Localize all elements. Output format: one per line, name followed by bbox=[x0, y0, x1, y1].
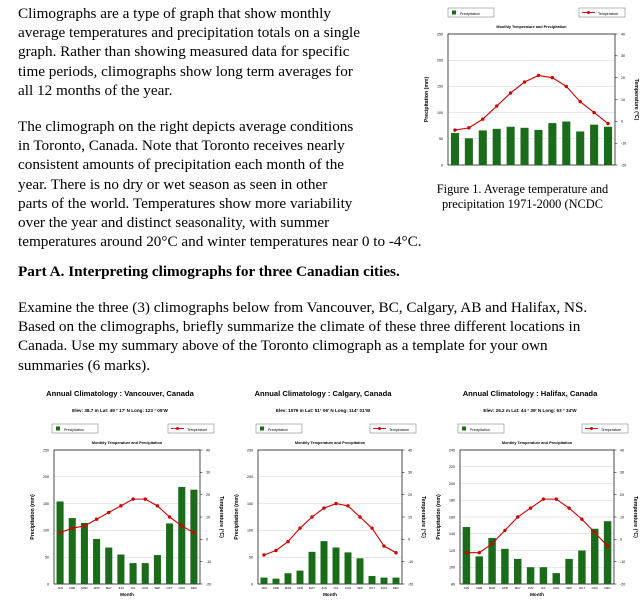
chart-legend bbox=[52, 424, 214, 433]
temperature-point bbox=[606, 544, 609, 547]
precip-bar bbox=[154, 555, 161, 584]
precip-bar bbox=[540, 567, 547, 584]
precip-bar bbox=[465, 138, 473, 165]
y2-tick-label: 30 bbox=[206, 470, 210, 475]
y2-tick-label: 0 bbox=[206, 537, 208, 542]
x-axis-label: Month bbox=[530, 592, 544, 597]
y2-tick-label: -10 bbox=[621, 141, 627, 146]
month-label: JUL bbox=[540, 586, 546, 590]
temperature-point bbox=[71, 526, 74, 529]
precip-bar bbox=[333, 548, 340, 584]
intro-line: all 12 months of the year. bbox=[18, 81, 173, 99]
y-tick-label: 200 bbox=[247, 475, 253, 480]
precip-bar bbox=[345, 552, 352, 584]
precip-bar bbox=[261, 578, 268, 584]
temperature-point bbox=[565, 85, 568, 88]
y2-tick-label: 30 bbox=[621, 54, 625, 59]
month-label: MAY bbox=[514, 586, 521, 590]
y-axis-label: Precipitation (mm) bbox=[436, 494, 442, 540]
intro-line: in Toronto, Canada. Note that Toronto receives nearly bbox=[18, 137, 345, 155]
y-tick-label: 100 bbox=[437, 110, 443, 115]
temperature-line bbox=[60, 499, 194, 532]
chart-subtitle: Elev: 26.2 m Lat: 44 ° 39' N Long: 63 ° 34'W bbox=[483, 408, 577, 413]
precip-bar bbox=[604, 127, 612, 165]
precip-bar bbox=[309, 552, 316, 584]
temperature-point bbox=[274, 549, 277, 552]
precip-bar bbox=[117, 555, 124, 584]
precip-bar bbox=[590, 125, 598, 165]
legend-label-precip: Precipitation bbox=[470, 427, 490, 432]
intro-line: over the year and distinct seasonality, with summer bbox=[18, 214, 330, 232]
y2-tick-label: 20 bbox=[620, 492, 624, 497]
chart-subtitle: Elev: 1079 m Lat: 51° 06' N Long: 114° 01'W bbox=[275, 408, 371, 413]
legend-swatch-precip bbox=[462, 427, 466, 431]
month-label: MAY bbox=[308, 586, 316, 590]
intro-line: year. There is no dry or wet season as seen in other bbox=[18, 175, 328, 193]
precip-bar bbox=[463, 527, 470, 584]
y-tick-label: 50 bbox=[439, 137, 443, 142]
intro-paragraph-2 bbox=[18, 117, 458, 251]
month-label: DEC bbox=[392, 586, 400, 590]
y-tick-label: 80 bbox=[451, 582, 455, 587]
month-label: NOV bbox=[380, 586, 388, 590]
temperature-line bbox=[264, 504, 396, 555]
intro-line: graph. Rather than showing measured data for specific bbox=[18, 43, 350, 61]
x-axis-label: Month bbox=[120, 592, 134, 597]
month-label: AUG bbox=[142, 586, 149, 590]
chart-svg bbox=[424, 384, 636, 606]
temperature-point bbox=[286, 540, 289, 543]
temperature-point bbox=[465, 551, 468, 554]
temperature-line bbox=[455, 75, 608, 130]
y2-tick-label: 0 bbox=[620, 537, 622, 542]
precip-bar bbox=[357, 558, 364, 584]
y-tick-label: 250 bbox=[437, 32, 443, 37]
y-tick-label: 150 bbox=[247, 501, 253, 506]
y-tick-label: 250 bbox=[43, 448, 49, 453]
temperature-point bbox=[119, 504, 122, 507]
precip-bar bbox=[479, 130, 487, 165]
precip-bar bbox=[297, 571, 304, 584]
precip-bar bbox=[514, 559, 521, 584]
precip-bar bbox=[451, 133, 459, 165]
temperature-point bbox=[370, 526, 373, 529]
y2-tick-label: 40 bbox=[408, 448, 412, 453]
y2-tick-label: -10 bbox=[408, 559, 414, 564]
temperature-point bbox=[156, 504, 159, 507]
y-tick-label: 240 bbox=[449, 448, 455, 453]
temperature-point bbox=[509, 91, 512, 94]
legend-marker-temp bbox=[176, 427, 179, 430]
y2-tick-label: 20 bbox=[621, 75, 625, 80]
legend-label-precip: Precipitation bbox=[268, 427, 288, 432]
month-label: JUN bbox=[527, 586, 534, 590]
month-label: FEB bbox=[476, 586, 483, 590]
y-tick-label: 0 bbox=[251, 582, 253, 587]
month-label: SEP bbox=[357, 586, 363, 590]
month-label: JAN bbox=[57, 586, 63, 590]
temperature-point bbox=[529, 506, 532, 509]
y2-tick-label: 20 bbox=[408, 492, 412, 497]
month-label: DEC bbox=[604, 586, 611, 590]
temperature-point bbox=[495, 104, 498, 107]
y-axis-label: Precipitation (mm) bbox=[424, 76, 430, 123]
y-tick-label: 120 bbox=[449, 548, 455, 553]
y2-tick-label: 20 bbox=[206, 492, 210, 497]
chart-legend bbox=[458, 424, 628, 433]
plot-title: Monthly Temperature and Precipitation bbox=[496, 25, 567, 29]
plot-title: Monthly Temperature and Precipitation bbox=[501, 441, 573, 445]
temperature-point bbox=[334, 502, 337, 505]
y-tick-label: 50 bbox=[249, 555, 253, 560]
precip-bar bbox=[93, 539, 100, 584]
intro-line: temperatures around 20°C and winter temperatures near 0 to -4°C. bbox=[18, 233, 422, 251]
temperature-point bbox=[542, 497, 545, 500]
chart-title: Annual Climatology : Calgary, Canada bbox=[254, 389, 392, 398]
plot-frame bbox=[258, 450, 402, 584]
month-label: MAY bbox=[105, 586, 112, 590]
y-tick-label: 200 bbox=[43, 475, 49, 480]
precip-bar bbox=[604, 521, 611, 584]
halifax-climograph bbox=[424, 384, 636, 606]
month-label: NOV bbox=[591, 586, 598, 590]
temperature-point bbox=[592, 111, 595, 114]
month-label: SEP bbox=[154, 586, 161, 590]
precip-bar bbox=[507, 127, 515, 165]
temperature-point bbox=[523, 80, 526, 83]
y2-axis-label: Temperature (°C) bbox=[633, 78, 639, 121]
month-label: JUN bbox=[118, 586, 124, 590]
month-label: JUN bbox=[321, 586, 327, 590]
precip-bar bbox=[565, 559, 572, 584]
legend-marker-temp bbox=[587, 11, 590, 14]
temperature-point bbox=[478, 551, 481, 554]
temperature-point bbox=[567, 506, 570, 509]
temperature-point bbox=[58, 531, 61, 534]
figure-1-caption: Figure 1. Average temperature and precipitation 1971-2000 (NCDC bbox=[436, 182, 609, 211]
precip-bar bbox=[578, 551, 585, 585]
temperature-point bbox=[490, 542, 493, 545]
month-label: JAN bbox=[261, 586, 267, 590]
y-tick-label: 200 bbox=[437, 58, 443, 63]
temperature-point bbox=[131, 497, 134, 500]
y2-tick-label: -20 bbox=[408, 582, 414, 587]
chart-svg bbox=[222, 384, 424, 606]
precip-bar bbox=[501, 549, 508, 584]
precip-bar bbox=[534, 130, 542, 165]
chart-svg bbox=[18, 384, 222, 606]
temperature-point bbox=[310, 515, 313, 518]
temperature-point bbox=[537, 74, 540, 77]
temperature-point bbox=[262, 553, 265, 556]
intro-paragraph-1 bbox=[18, 4, 360, 100]
y-tick-label: 150 bbox=[437, 84, 443, 89]
precip-bar bbox=[553, 573, 560, 584]
y-tick-label: 220 bbox=[449, 465, 455, 470]
month-label: JAN bbox=[463, 586, 470, 590]
month-label: MAR bbox=[81, 586, 88, 590]
legend-label-temp: Temperature bbox=[187, 427, 208, 432]
temperature-point bbox=[95, 518, 98, 521]
part-a-heading: Part A. Interpreting climographs for three Canadian cities. bbox=[18, 263, 400, 280]
temperature-point bbox=[192, 531, 195, 534]
intro-line: The climograph on the right depicts average conditions bbox=[18, 118, 354, 135]
y-axis-label: Precipitation (mm) bbox=[30, 494, 36, 540]
plot-frame bbox=[54, 450, 200, 584]
month-label: JUL bbox=[130, 586, 136, 590]
temperature-point bbox=[516, 515, 519, 518]
chart-title: Annual Climatology : Vancouver, Canada bbox=[46, 389, 194, 398]
temperature-point bbox=[322, 506, 325, 509]
month-label: APR bbox=[297, 586, 303, 590]
y-tick-label: 100 bbox=[449, 565, 455, 570]
y2-tick-label: 0 bbox=[408, 537, 410, 542]
y-tick-label: 0 bbox=[47, 582, 49, 587]
chart-title: Annual Climatology : Halifax, Canada bbox=[462, 389, 598, 398]
y-tick-label: 180 bbox=[449, 498, 455, 503]
month-label: AUG bbox=[344, 586, 352, 590]
part-a-line: Canada. Use my summary above of the Toronto climograph as a template for your own bbox=[18, 337, 548, 355]
month-label: OCT bbox=[368, 586, 376, 590]
y2-axis-label: Temperature (°C) bbox=[218, 496, 224, 538]
temperature-point bbox=[394, 551, 397, 554]
y2-tick-label: -10 bbox=[206, 559, 212, 564]
legend-label-temp: Temperature bbox=[389, 427, 410, 432]
y2-tick-label: -10 bbox=[620, 559, 626, 564]
legend-label-temp: Temperature bbox=[598, 11, 619, 16]
y-tick-label: 140 bbox=[449, 532, 455, 537]
temperature-point bbox=[168, 515, 171, 518]
precip-bar bbox=[190, 490, 197, 584]
y2-tick-label: 10 bbox=[621, 97, 625, 102]
y2-tick-label: 40 bbox=[621, 32, 625, 37]
legend-marker-temp bbox=[378, 427, 381, 430]
y2-axis-label: Temperature (°C) bbox=[632, 496, 638, 538]
precip-bar bbox=[166, 523, 173, 584]
intro-line: time periods, climographs show long term averages for bbox=[18, 62, 353, 80]
month-label: FEB bbox=[273, 586, 279, 590]
y2-tick-label: 40 bbox=[206, 448, 210, 453]
y-tick-label: 160 bbox=[449, 515, 455, 520]
temperature-point bbox=[503, 529, 506, 532]
y2-tick-label: 10 bbox=[408, 515, 412, 520]
temperature-point bbox=[358, 515, 361, 518]
precip-bar bbox=[142, 563, 149, 584]
intro-line: consistent amounts of precipitation each month of the bbox=[18, 156, 345, 174]
temperature-point bbox=[555, 497, 558, 500]
y2-tick-label: 40 bbox=[620, 448, 624, 453]
y-tick-label: 250 bbox=[247, 448, 253, 453]
temperature-point bbox=[107, 511, 110, 514]
precip-bar bbox=[321, 541, 328, 584]
temperature-point bbox=[606, 122, 609, 125]
y2-tick-label: -20 bbox=[621, 163, 627, 168]
temperature-line bbox=[466, 499, 607, 553]
chart-subtitle: Elev: 38.7 m Lat: 49 ° 17' N Long: 123 ° 05'W bbox=[72, 408, 168, 413]
temperature-point bbox=[593, 531, 596, 534]
intro-line: parts of the world. Temperatures show more variability bbox=[18, 194, 353, 212]
precip-bar bbox=[527, 567, 534, 584]
month-label: OCT bbox=[578, 586, 585, 590]
precip-bar bbox=[285, 573, 292, 584]
precip-bar bbox=[576, 131, 584, 165]
month-label: MAR bbox=[488, 586, 496, 590]
temperature-point bbox=[453, 128, 456, 131]
y-axis-label: Precipitation (mm) bbox=[234, 494, 240, 540]
precip-bar bbox=[81, 523, 88, 584]
temperature-point bbox=[83, 524, 86, 527]
y-tick-label: 100 bbox=[43, 528, 49, 533]
y2-tick-label: 10 bbox=[620, 515, 624, 520]
month-label: SEP bbox=[566, 586, 572, 590]
precip-bar bbox=[369, 576, 376, 584]
y2-tick-label: 10 bbox=[206, 515, 210, 520]
temperature-point bbox=[298, 526, 301, 529]
part-a-line: Examine the three (3) climographs below from Vancouver, BC, Calgary, AB and Halifax, NS. bbox=[18, 299, 588, 316]
y2-tick-label: 30 bbox=[408, 470, 412, 475]
month-label: APR bbox=[501, 586, 508, 590]
y2-axis-label: Temperature (°C) bbox=[420, 496, 426, 538]
temperature-point bbox=[481, 117, 484, 120]
precip-bar bbox=[548, 123, 556, 165]
y2-tick-label: 0 bbox=[621, 119, 623, 124]
chart-legend bbox=[448, 8, 625, 17]
intro-line: average temperatures and precipitation totals on a single bbox=[18, 24, 361, 42]
precip-bar bbox=[493, 129, 501, 165]
precip-bar bbox=[381, 578, 388, 584]
precip-bar bbox=[273, 579, 280, 584]
plot-title: Monthly Temperature and Precipitation bbox=[294, 441, 366, 445]
precip-bar bbox=[178, 487, 185, 584]
y2-tick-label: 30 bbox=[620, 470, 624, 475]
temperature-point bbox=[346, 504, 349, 507]
month-label: DEC bbox=[190, 586, 197, 590]
month-label: FEB bbox=[69, 586, 76, 590]
legend-label-temp: Temperature bbox=[601, 427, 622, 432]
month-label: APR bbox=[93, 586, 100, 590]
legend-marker-temp bbox=[590, 427, 593, 430]
chart-legend bbox=[256, 424, 416, 433]
chart-svg bbox=[410, 4, 639, 179]
month-label: AUG bbox=[553, 586, 560, 590]
y2-tick-label: -20 bbox=[620, 582, 626, 587]
x-axis-label: Month bbox=[323, 592, 337, 597]
y2-tick-label: -20 bbox=[206, 582, 212, 587]
temperature-point bbox=[579, 100, 582, 103]
temperature-point bbox=[551, 76, 554, 79]
legend-swatch-precip bbox=[260, 427, 264, 431]
y-tick-label: 200 bbox=[449, 481, 455, 486]
part-a-line: Based on the climographs, briefly summarize the climate of these three different locations in bbox=[18, 318, 581, 336]
temperature-point bbox=[580, 518, 583, 521]
precip-bar bbox=[105, 548, 112, 584]
precip-bar bbox=[130, 563, 137, 584]
temperature-point bbox=[467, 126, 470, 129]
y-tick-label: 100 bbox=[247, 528, 253, 533]
y-tick-label: 50 bbox=[45, 555, 49, 560]
part-a-line: summaries (6 marks). bbox=[18, 356, 151, 374]
precip-bar bbox=[591, 529, 598, 584]
precip-bar bbox=[562, 122, 570, 165]
precip-bar bbox=[393, 578, 400, 584]
month-label: MAR bbox=[284, 586, 292, 590]
month-label: JUL bbox=[333, 586, 339, 590]
precip-bar bbox=[521, 128, 529, 165]
y-tick-label: 0 bbox=[441, 163, 443, 168]
legend-swatch-precip bbox=[56, 427, 60, 431]
precip-bar bbox=[476, 556, 483, 584]
temperature-point bbox=[382, 544, 385, 547]
plot-frame bbox=[448, 34, 615, 165]
legend-swatch-precip bbox=[452, 11, 456, 15]
month-label: NOV bbox=[178, 586, 185, 590]
toronto-climograph bbox=[410, 4, 639, 179]
intro-line: Climographs are a type of graph that show monthly bbox=[18, 5, 331, 22]
legend-label-precip: Precipitation bbox=[64, 427, 84, 432]
plot-title: Monthly Temperature and Precipitation bbox=[91, 441, 163, 445]
month-label: OCT bbox=[166, 586, 173, 590]
y-tick-label: 150 bbox=[43, 501, 49, 506]
vancouver-climograph bbox=[18, 384, 222, 606]
part-a-body bbox=[18, 298, 587, 375]
precip-bar bbox=[57, 501, 64, 584]
temperature-point bbox=[144, 497, 147, 500]
calgary-climograph bbox=[222, 384, 424, 606]
temperature-point bbox=[180, 524, 183, 527]
legend-label-precip: Precipitation bbox=[460, 11, 480, 16]
